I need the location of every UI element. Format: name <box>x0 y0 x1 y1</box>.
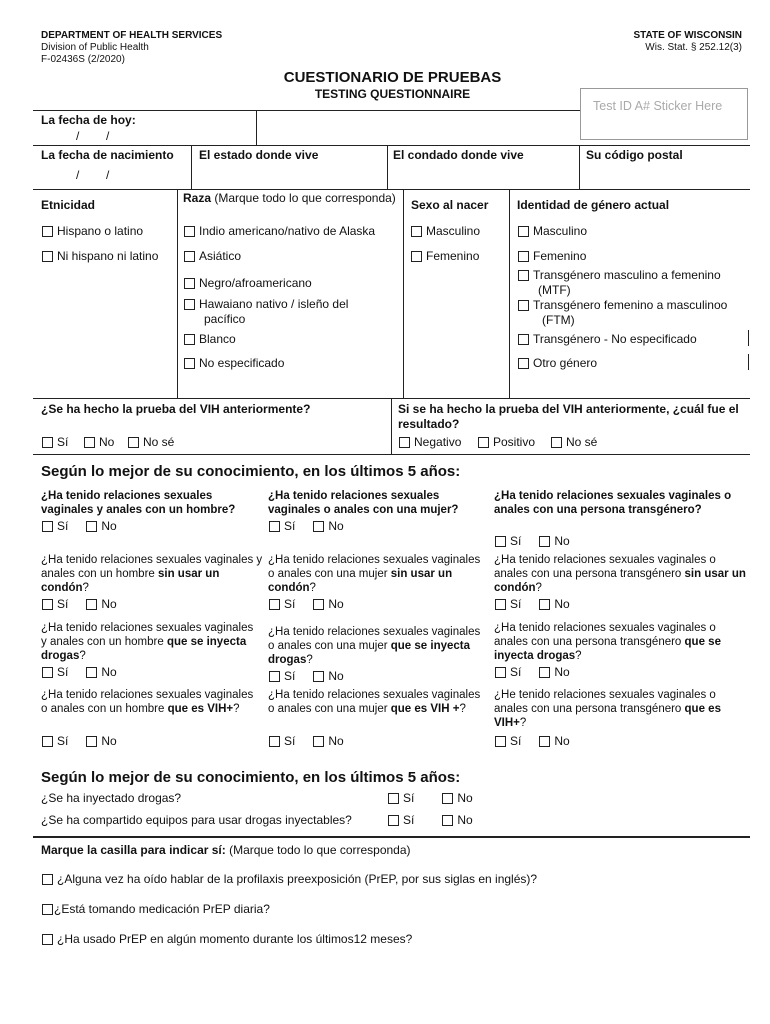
race-white-option[interactable]: Blanco <box>184 332 236 346</box>
hiv-result-unknown-option[interactable]: No sé <box>551 435 597 449</box>
race-pacific-islander-option[interactable]: Hawaiano nativo / isleño del <box>184 297 348 311</box>
checkbox[interactable] <box>411 251 422 262</box>
checkbox[interactable] <box>269 521 280 532</box>
gender-ftm-option[interactable]: Transgénero femenino a masculinoo <box>518 298 727 312</box>
section2-heading: Según lo mejor de su conocimiento, en los últimos 5 años: <box>41 769 461 786</box>
checkbox[interactable] <box>42 599 53 610</box>
zip-code-label: Su código postal <box>586 148 683 162</box>
divider <box>177 189 178 398</box>
divider <box>403 189 404 398</box>
race-label: Raza (Marque todo lo que corresponda) <box>183 191 396 205</box>
sex-male-option[interactable]: Masculino <box>411 224 480 238</box>
checkbox[interactable] <box>184 278 195 289</box>
state-residence-label: El estado donde vive <box>199 148 319 162</box>
section1-heading: Según lo mejor de su conocimiento, en los últimos 5 años: <box>41 463 461 480</box>
department-name: DEPARTMENT OF HEALTH SERVICES <box>41 30 223 41</box>
gender-female-option[interactable]: Femenino <box>518 249 586 263</box>
form-number: F-02436S (2/2020) <box>41 54 125 65</box>
hiv-test-unknown-option[interactable]: No sé <box>128 435 174 449</box>
checkbox[interactable] <box>495 667 506 678</box>
divider <box>391 398 392 454</box>
q-trans-hiv-positive: ¿He tenido relaciones sexuales vaginales o anales con una persona transgénero que es VIH+? <box>494 689 721 729</box>
q-trans-injects-drugs: ¿Ha tenido relaciones sexuales vaginales o anales con una persona transgénero que se inyecta drogas? <box>494 622 721 662</box>
dob-field[interactable]: / / <box>76 168 110 182</box>
test-id-sticker-box <box>580 88 748 140</box>
q-trans-sex: ¿Ha tenido relaciones sexuales vaginales o anales con una persona transgénero? <box>494 490 732 516</box>
q-injected-drugs: ¿Se ha inyectado drogas? <box>41 791 182 805</box>
q-man-hiv-positive-answers[interactable]: Sí No <box>42 734 117 748</box>
checkbox[interactable] <box>518 334 529 345</box>
checkbox[interactable] <box>184 358 195 369</box>
q-man-injects-drugs: ¿Ha tenido relaciones sexuales vaginales y anales con un hombre que se inyecta drogas? <box>41 622 254 662</box>
divider <box>748 330 749 346</box>
form-title: CUESTIONARIO DE PRUEBAS <box>283 69 502 86</box>
checkbox[interactable] <box>184 226 195 237</box>
divider <box>191 145 192 189</box>
checkbox[interactable] <box>539 536 550 547</box>
checkbox[interactable] <box>495 599 506 610</box>
race-asian-option[interactable]: Asiático <box>184 249 241 263</box>
checkbox[interactable] <box>86 521 97 532</box>
prep-last-12-months-option[interactable]: ¿Ha usado PrEP en algún momento durante los últimos12 meses? <box>42 932 412 946</box>
checkbox[interactable] <box>411 226 422 237</box>
checkbox[interactable] <box>495 536 506 547</box>
statute: Wis. Stat. § 252.12(3) <box>645 42 742 53</box>
checkbox[interactable] <box>518 226 529 237</box>
checkbox[interactable] <box>128 437 139 448</box>
hiv-result-negative-option[interactable]: Negativo <box>399 435 461 449</box>
state-name: STATE OF WISCONSIN <box>633 30 742 41</box>
q-trans-no-condom-answers[interactable]: Sí No <box>495 597 570 611</box>
q-man-injects-drugs-answers[interactable]: Sí No <box>42 665 117 679</box>
checkbox[interactable] <box>518 270 529 281</box>
race-unspecified-option[interactable]: No especificado <box>184 356 284 370</box>
checkbox[interactable] <box>42 437 53 448</box>
prep-instruction: Marque la casilla para indicar sí: (Marque todo lo que corresponda) <box>41 843 411 857</box>
checkbox[interactable] <box>539 736 550 747</box>
gender-identity-label: Identidad de género actual <box>517 198 670 212</box>
q-shared-equipment: ¿Se ha compartido equipos para usar drogas inyectables? <box>41 813 352 827</box>
gender-mtf-option[interactable]: Transgénero masculino a femenino <box>518 268 721 282</box>
sex-female-option[interactable]: Femenino <box>411 249 479 263</box>
checkbox[interactable] <box>42 904 53 915</box>
gender-other-option[interactable]: Otro género <box>518 356 597 370</box>
checkbox[interactable] <box>42 251 53 262</box>
checkbox[interactable] <box>86 736 97 747</box>
checkbox[interactable] <box>42 521 53 532</box>
q-trans-hiv-positive-answers[interactable]: Sí No <box>495 734 570 748</box>
county-residence-label: El condado donde vive <box>393 148 524 162</box>
checkbox[interactable] <box>495 736 506 747</box>
q-woman-injects-drugs-answers[interactable]: Sí No <box>269 669 344 683</box>
checkbox[interactable] <box>42 226 53 237</box>
checkbox[interactable] <box>442 815 453 826</box>
checkbox[interactable] <box>518 300 529 311</box>
divider <box>256 110 257 145</box>
divider <box>33 836 750 838</box>
race-black-option[interactable]: Negro/afroamericano <box>184 276 312 290</box>
q-trans-sex-answers[interactable]: Sí No <box>495 534 570 548</box>
ethnicity-hispanic-option[interactable]: Hispano o latino <box>42 224 143 238</box>
q-injected-drugs-answers[interactable]: Sí No <box>388 791 473 805</box>
ethnicity-non-hispanic-option[interactable]: Ni hispano ni latino <box>42 249 158 263</box>
checkbox[interactable] <box>518 251 529 262</box>
checkbox[interactable] <box>551 437 562 448</box>
q-trans-no-condom: ¿Ha tenido relaciones sexuales vaginales o anales con una persona transgénero sin usar un condón? <box>494 554 746 594</box>
checkbox[interactable] <box>86 599 97 610</box>
dob-label: La fecha de nacimiento <box>41 148 174 162</box>
q-man-sex: ¿Ha tenido relaciones sexuales vaginales y anales con un hombre? <box>41 490 236 516</box>
hiv-test-yes-option[interactable]: Sí <box>42 435 68 449</box>
checkbox[interactable] <box>313 736 324 747</box>
gender-mtf-line2: (MTF) <box>538 283 571 297</box>
q-man-no-condom: ¿Ha tenido relaciones sexuales vaginales y anales con un hombre sin usar un condón? <box>41 554 263 594</box>
q-shared-equipment-answers[interactable]: Sí No <box>388 813 473 827</box>
q-woman-no-condom-answers[interactable]: Sí No <box>269 597 344 611</box>
checkbox[interactable] <box>539 667 550 678</box>
q-woman-hiv-positive: ¿Ha tenido relaciones sexuales vaginales o anales con una mujer que es VIH +? <box>268 689 481 715</box>
checkbox[interactable] <box>313 671 324 682</box>
prep-daily-option[interactable]: ¿Está tomando medicación PrEP diaria? <box>42 902 270 916</box>
ethnicity-label: Etnicidad <box>41 198 96 212</box>
sex-at-birth-label: Sexo al nacer <box>411 198 489 212</box>
checkbox[interactable] <box>184 251 195 262</box>
checkbox[interactable] <box>42 874 53 885</box>
divider <box>33 454 750 455</box>
checkbox[interactable] <box>313 599 324 610</box>
checkbox[interactable] <box>399 437 410 448</box>
checkbox[interactable] <box>86 667 97 678</box>
q-man-sex-answers[interactable]: Sí No <box>42 519 117 533</box>
checkbox[interactable] <box>42 736 53 747</box>
q-man-hiv-positive: ¿Ha tenido relaciones sexuales vaginales o anales con un hombre que es VIH+? <box>41 689 254 715</box>
checkbox[interactable] <box>84 437 95 448</box>
today-date-field[interactable]: / / <box>76 129 110 143</box>
sticker-label: Test ID A# Sticker Here <box>593 99 723 113</box>
hiv-test-before-question: ¿Se ha hecho la prueba del VIH anteriormente? <box>41 402 311 416</box>
form-subtitle: TESTING QUESTIONNAIRE <box>314 87 471 101</box>
q-trans-injects-drugs-answers[interactable]: Sí No <box>495 665 570 679</box>
gender-trans-unspecified-option[interactable]: Transgénero - No especificado <box>518 332 697 346</box>
gender-ftm-line2: (FTM) <box>542 313 575 327</box>
gender-male-option[interactable]: Masculino <box>518 224 587 238</box>
checkbox[interactable] <box>42 667 53 678</box>
checkbox[interactable] <box>313 521 324 532</box>
divider <box>748 354 749 370</box>
race-native-american-option[interactable]: Indio americano/nativo de Alaska <box>184 224 375 238</box>
q-woman-sex-answers[interactable]: Sí No <box>269 519 344 533</box>
checkbox[interactable] <box>269 736 280 747</box>
q-woman-no-condom: ¿Ha tenido relaciones sexuales vaginales o anales con una mujer sin usar un condón? <box>268 554 481 594</box>
divider <box>579 145 580 189</box>
hiv-result-question: Si se ha hecho la prueba del VIH anteriormente, ¿cuál fue el resultado? <box>398 402 739 431</box>
checkbox[interactable] <box>269 599 280 610</box>
divider <box>33 189 750 190</box>
q-woman-hiv-positive-answers[interactable]: Sí No <box>269 734 344 748</box>
race-pacific-islander-line2: pacífico <box>204 312 246 326</box>
checkbox[interactable] <box>42 934 53 945</box>
checkbox[interactable] <box>388 793 399 804</box>
divider <box>33 145 750 146</box>
hiv-result-positive-option[interactable]: Positivo <box>478 435 535 449</box>
checkbox[interactable] <box>269 671 280 682</box>
divider <box>33 110 580 111</box>
hiv-test-no-option[interactable]: No <box>84 435 114 449</box>
division-name: Division of Public Health <box>41 42 149 53</box>
q-woman-injects-drugs: ¿Ha tenido relaciones sexuales vaginales o anales con una mujer que se inyecta drogas? <box>268 626 481 666</box>
checkbox[interactable] <box>442 793 453 804</box>
checkbox[interactable] <box>184 299 195 310</box>
prep-heard-option[interactable]: ¿Alguna vez ha oído hablar de la profilaxis preexposición (PrEP, por sus siglas en inglés)? <box>42 872 537 886</box>
checkbox[interactable] <box>518 358 529 369</box>
divider <box>509 189 510 398</box>
divider <box>387 145 388 189</box>
checkbox[interactable] <box>388 815 399 826</box>
q-woman-sex: ¿Ha tenido relaciones sexuales vaginales o anales con una mujer? <box>268 490 459 516</box>
checkbox[interactable] <box>539 599 550 610</box>
q-man-no-condom-answers[interactable]: Sí No <box>42 597 117 611</box>
checkbox[interactable] <box>478 437 489 448</box>
today-date-label: La fecha de hoy: <box>41 113 136 127</box>
checkbox[interactable] <box>184 334 195 345</box>
